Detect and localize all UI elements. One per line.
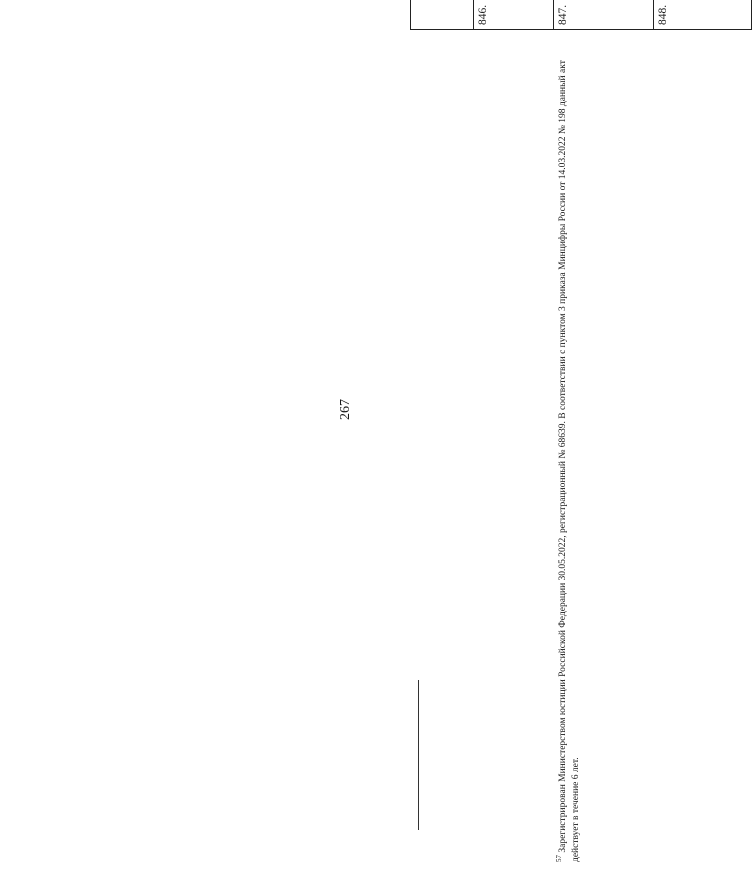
row-number <box>411 0 474 30</box>
footnote-text: Зарегистрирован Министерством юстиции Российской Федерации 30.05.2022, регистрационный № 68639. В соответствии с пунктом 3 приказа Минцифры России от 14.03.2022 № 198 данный акт действует в течение 6 лет. <box>558 60 581 862</box>
row-number: 848. <box>653 0 751 30</box>
table-row <box>411 0 474 30</box>
table-row <box>473 0 553 30</box>
footnote <box>555 32 583 862</box>
row-number: 846. <box>473 0 553 30</box>
footnote-separator <box>418 680 419 830</box>
rotated-table-container <box>410 0 750 30</box>
row-number: 847. <box>553 0 653 30</box>
table-row <box>553 0 653 30</box>
page-number: 267 <box>338 399 353 420</box>
checklist-table <box>410 0 752 30</box>
table-row <box>653 0 751 30</box>
footnote-marker: 57 <box>555 855 563 862</box>
